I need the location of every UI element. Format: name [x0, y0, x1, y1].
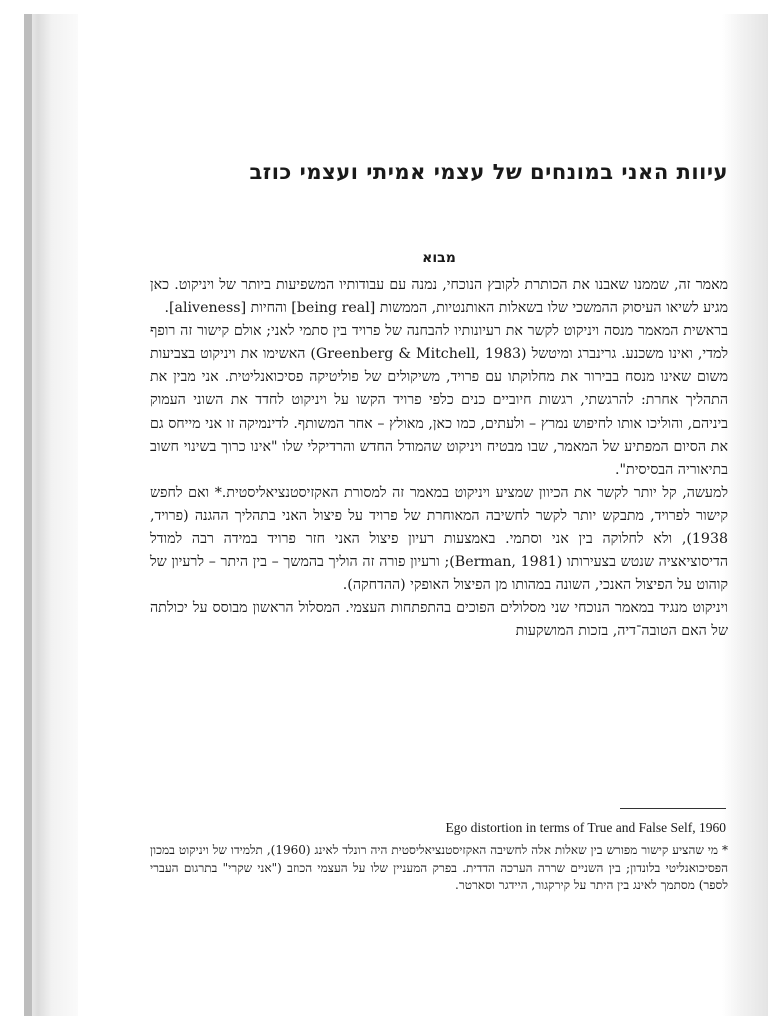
footnote-source: Ego distortion in terms of True and False Self, 1960 — [445, 820, 726, 835]
paragraph-4: ויניקוט מנגיד במאמר הנוכחי שני מסלולים הפוכים בהתפתחות העצמי. המסלול הראשון מבוסס על יכולתה של האם הטובה־דיה, בזכות המושקעות — [150, 600, 728, 640]
footnote-divider — [620, 808, 726, 809]
book-binding-shadow — [24, 14, 32, 1016]
paragraph-3: למעשה, קל יותר לקשר את הכיוון שמציע ויניקוט במאמר זה למסורת האקזיסטנציאליסטית.* ואם לחפש קישור לפרויד, מתבקש יותר לקשר לחשיבה המאוחרת של פרויד על פיצול האני בתהליך ההגנה (פרויד, 1938), ולא לחלוקה בין אני וסתמי. באמצעות רעיון פיצול האני חזר פרויד במידה רבה למודל הדיסוציאציה שנטש בצעירותו (Berman, 1981); ורעיון פורה זה הוליך בהמשך – בין היתר – לרעיון של קוהוט על הפיצול האנכי, השונה במהותו מן הפיצול האופקי (ההדחקה). — [150, 484, 729, 594]
paragraph-1: מאמר זה, שממנו שאבנו את הכותרת לקובץ הנוכחי, נמנה עם עבודותיו המשפיעות ביותר של ויניקוט. כאן מגיע לשיאו העיסוק ההמשכי שלו בשאלות האותנטיות, הממשות [being real] והחיות [aliveness]. — [150, 277, 728, 317]
chapter-title: עיוות האני במונחים של עצמי אמיתי ועצמי כוזב — [249, 160, 728, 184]
paragraph-2: בראשית המאמר מנסה ויניקוט לקשר את רעיונותיו להבחנה של פרויד בין סתמי לאני; אולם קישור זה רופף למדי, ואינו משכנע. גרינברג ומיטשל (Greenberg & Mitchell, 1983) האשימו את ויניקוט בצביעות משום שאינו מנסח בבירור את מחלוקתו עם פרויד, משיקולים של פוליטיקה פסיכואנליטית. אני מבין את התהליך אחרת: להרגשתי, רגשות חיוביים כנים כלפי פרויד הקשו על ויניקוט לחדד את השוני העמוק ביניהם, והוליכו אותו לחיפוש נמרץ – ולעתים, כמו כאן, מאולץ – אחר המשותף. לדינמיקה זו אני מייחס גם את הסיום המפתיע של המאמר, שבו מבטיח ויניקוט שהמודל החדש והרדיקלי שלו "אינו כרוך בשינוי חשוב בתיאוריה הבסיסית". — [150, 323, 728, 478]
book-page-stack-left — [24, 14, 78, 1016]
section-heading: מבוא — [422, 250, 456, 266]
page-body — [150, 160, 728, 644]
book-page-edge-right — [722, 14, 768, 1016]
footnote-text: * מי שהציע קישור מפורש בין שאלות אלה לחשיבה האקזיסטנציאליסטית היה רונלד לאינג (1960), תלמידו של ויניקוט במכון הפסיכואנליטי בלונדון; בין השניים שררה הערכה הדדית. בפרק המעניין שלו על העצמי הכוזב ("אני שקרי" בתרגום העברי לספר) מסתמך לאינג בין היתר על קירקגור, היידגר וסארטר. — [150, 843, 728, 892]
